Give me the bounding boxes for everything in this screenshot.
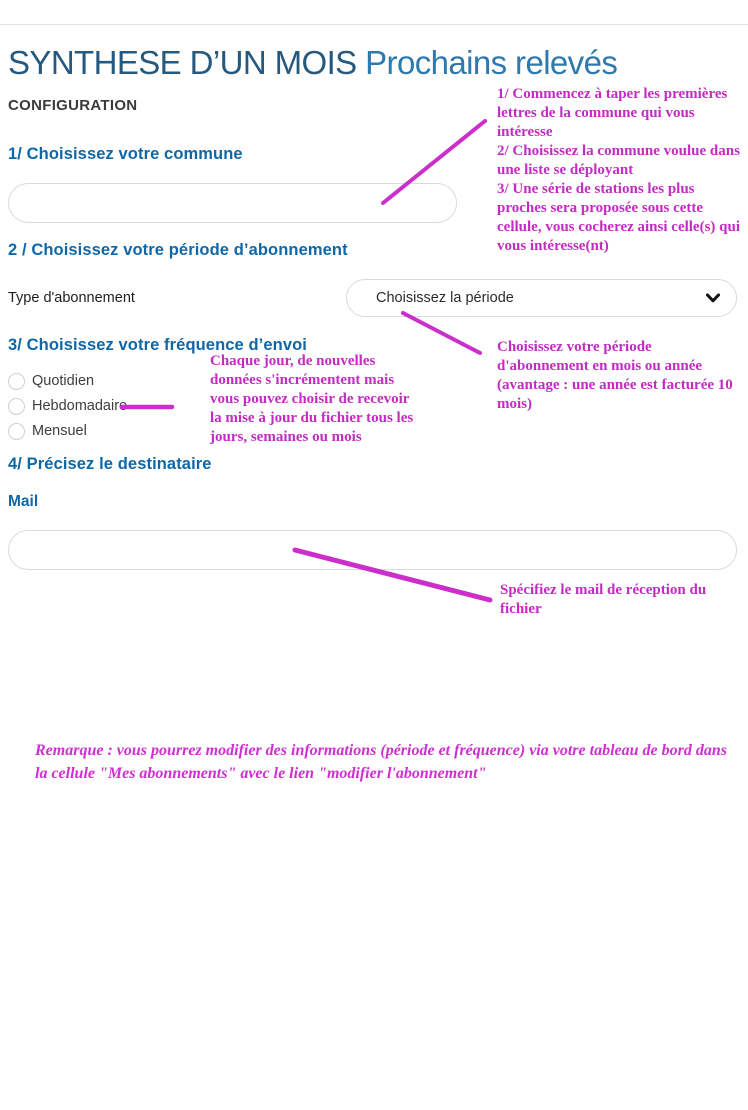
- radio-circle-icon[interactable]: [8, 373, 25, 390]
- pointer-line-periode: [403, 313, 480, 353]
- step1-heading: 1/ Choisissez votre commune: [8, 145, 243, 163]
- radio-circle-icon[interactable]: [8, 398, 25, 415]
- radio-hebdomadaire[interactable]: [8, 396, 127, 416]
- annotation-commune: [497, 85, 747, 256]
- configuration-section-label: CONFIGURATION: [8, 97, 138, 114]
- radio-mensuel[interactable]: [8, 421, 87, 441]
- radio-quotidien-label: Quotidien: [32, 373, 95, 389]
- subscription-type-label: Type d'abonnement: [8, 290, 135, 306]
- page-title-sub: Prochains relevés: [356, 44, 618, 81]
- remark-note: Remarque : vous pourrez modifier des informations (période et fréquence) via votre tableau de bord dans la cellule "Mes abonnements" avec le lien "modifier l'abonnement": [35, 742, 727, 782]
- step3-heading: 3/ Choisissez votre fréquence d’envoi: [8, 336, 307, 354]
- annotation-commune-step: 1/ Commencez à taper les premières lettres de la commune qui vous intéresse: [497, 86, 728, 140]
- annotation-commune-step: 3/ Une série de stations les plus proches sera proposée sous cette cellule, vous cocherez ainsi celle(s) qui vous intéresse(nt): [497, 181, 741, 254]
- mail-input[interactable]: [8, 530, 737, 570]
- commune-input[interactable]: [8, 183, 457, 223]
- radio-hebdomadaire-label: Hebdomadaire: [32, 398, 128, 414]
- radio-quotidien[interactable]: [8, 371, 94, 391]
- annotation-commune-step: 2/ Choisissez la commune voulue dans une liste se déployant: [497, 143, 740, 178]
- chevron-down-icon: [705, 290, 721, 306]
- annotation-frequence: Chaque jour, de nouvelles données s'incrémentent mais vous pouvez choisir de recevoir la mise à jour du fichier tous les jours, semaines ou mois: [210, 353, 414, 445]
- top-divider: [0, 24, 748, 25]
- period-dropdown[interactable]: [346, 279, 737, 317]
- step4-heading: 4/ Précisez le destinataire: [8, 455, 212, 473]
- radio-circle-icon[interactable]: [8, 423, 25, 440]
- annotation-mail: Spécifiez le mail de réception du fichier: [500, 582, 707, 617]
- mail-label: Mail: [8, 493, 39, 510]
- page-title-main: SYNTHESE D’UN MOIS: [8, 44, 357, 81]
- step2-heading: 2 / Choisissez votre période d’abonnement: [8, 241, 348, 259]
- radio-mensuel-label: Mensuel: [32, 423, 87, 439]
- annotation-periode: Choisissez votre période d'abonnement en mois ou année (avantage : une année est facturée 10 mois): [497, 339, 733, 412]
- period-dropdown-value: Choisissez la période: [376, 290, 514, 306]
- page-title: [8, 44, 617, 82]
